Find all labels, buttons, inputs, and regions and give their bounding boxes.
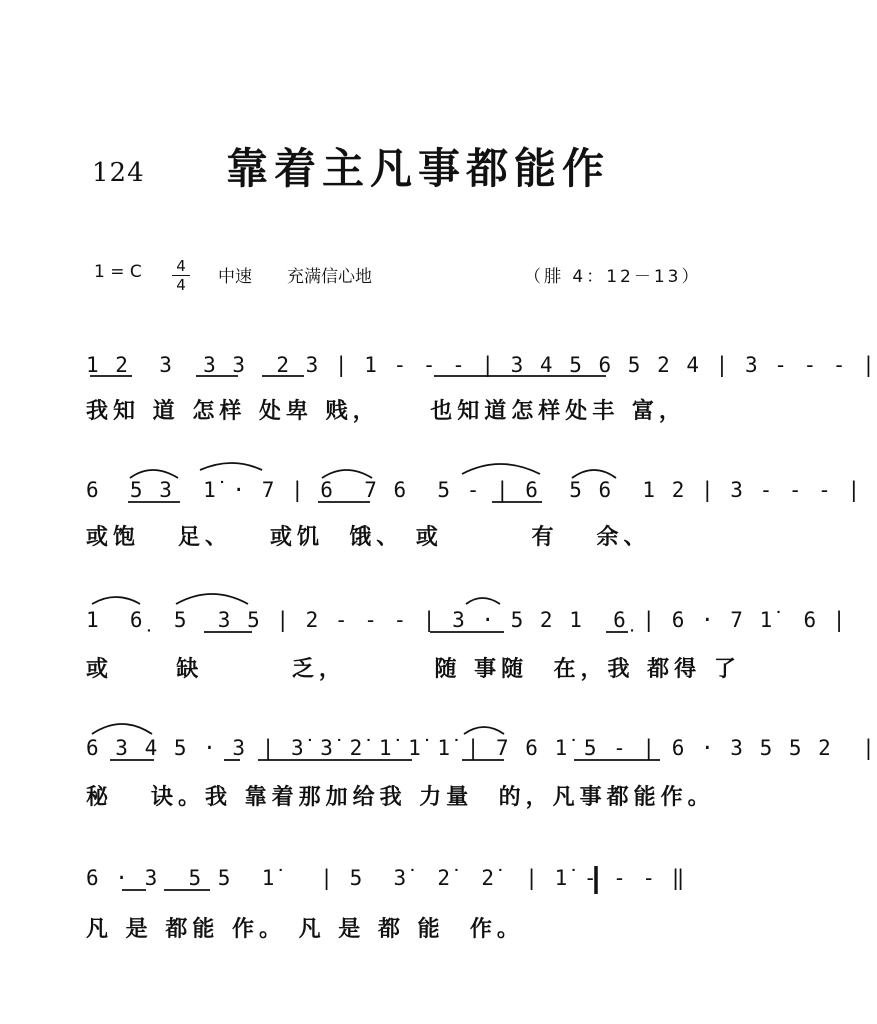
- notation-line-2: 6 5 3 1̇ · 7 | 6 7 6 5 - | 6 5 6 1 2 | 3 - - - |: [86, 478, 863, 502]
- time-signature-top: 4: [172, 258, 190, 276]
- time-signature: [172, 258, 190, 293]
- expression-marking: 充满信心地: [287, 267, 372, 287]
- hymn-number: 124: [92, 158, 145, 188]
- lyrics-line-4: 秘 诀。我 靠着那加给我 力量 的，凡事都能作。: [86, 785, 715, 810]
- lyrics-line-2: 或饱 足、 或饥 饿、 或 有 余、: [86, 525, 651, 550]
- scripture-reference: （腓 4：12－13）: [524, 267, 702, 287]
- notation-line-3: 1 6̣ 5 3 5 | 2 - - - | 3 · 5 2 1 6̣ | 6 · 7 1̇ 6 |: [86, 608, 848, 632]
- time-signature-bottom: 4: [176, 276, 186, 294]
- slur: [200, 463, 262, 470]
- lyrics-line-5: 凡 是 都能 作。 凡 是 都 能 作。: [86, 917, 524, 942]
- notation-line-1: 1 2 3 3 3 2 3 | 1 - - - | 3 4 5 6 5 2 4 | 3 - - - |: [86, 353, 877, 377]
- notation-line-5: 6 · 3 5 5 1̇ | 5 3̇ 2̇ 2̇ | 1̇ - - - ‖: [86, 866, 687, 890]
- tempo-marking: 中速: [218, 267, 252, 287]
- key-signature: 1 = C: [94, 262, 142, 282]
- lyrics-line-3: 或 缺 乏， 随 事随 在，我 都得 了: [86, 657, 741, 682]
- hymn-title: 靠着主凡事都能作: [226, 144, 611, 193]
- lyrics-line-1: 我知 道 怎样 处卑 贱， 也知道怎样处丰 富，: [86, 399, 686, 424]
- notation-line-4: 6 3 4 5 · 3 | 3̇ 3̇ 2̇ 1̇ 1̇ 1̇ | 7 6 1̇ 5 - | 6 · 3 5 5 2 |: [86, 736, 877, 760]
